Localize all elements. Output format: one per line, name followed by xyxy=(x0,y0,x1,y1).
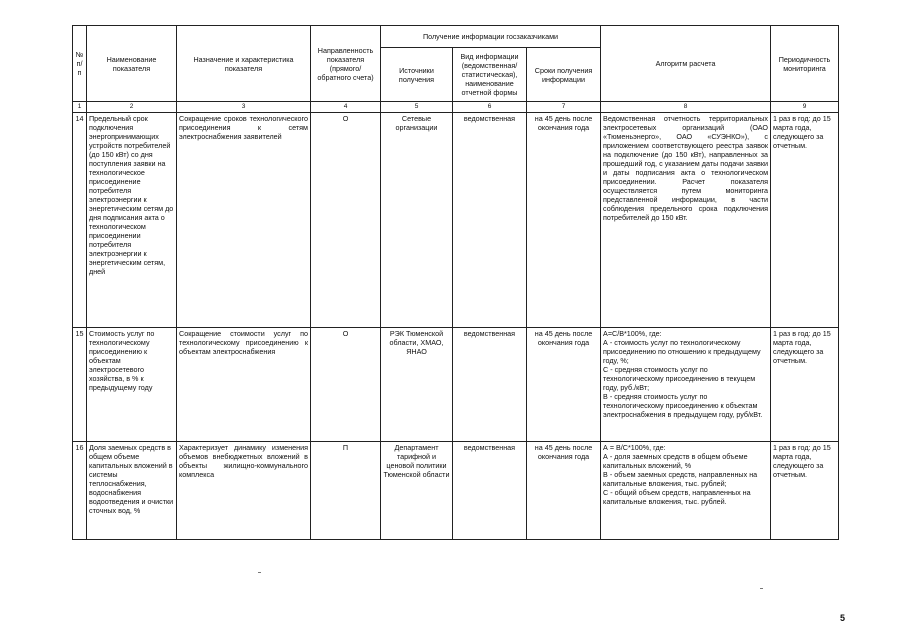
indicator-purpose: Характеризует динамику изменения объемов внебюджетных вложений в объекты жилищно-коммунального комплекса xyxy=(177,442,311,540)
info-source: РЭК Тюменской области, ХМАО, ЯНАО xyxy=(381,328,453,442)
header-info-type: Вид информации (ведомственная/статистическая), наименование отчетной формы xyxy=(453,48,527,102)
info-source: Сетевые организации xyxy=(381,113,453,328)
calc-algorithm xyxy=(601,328,771,442)
column-number: 7 xyxy=(527,102,601,113)
column-number: 5 xyxy=(381,102,453,113)
indicator-name: Стоимость услуг по технологическому присоединению к объектам электросетевого хозяйства, в % к предыдущему году xyxy=(87,328,177,442)
header-deadlines: Сроки получения информации xyxy=(527,48,601,102)
algorithm-line: В - объем заемных средств, направленных на капитальные вложения, тыс. рублей; xyxy=(603,470,758,489)
indicator-purpose: Сокращение сроков технологического присоединения к сетям электроснабжения заявителей xyxy=(177,113,311,328)
column-number-row xyxy=(73,102,839,113)
algorithm-line: С - средняя стоимость услуг по технологическому присоединению в текущем году, руб./кВт; xyxy=(603,365,756,393)
header-name: Наименование показателя xyxy=(87,26,177,102)
header-purpose: Назначение и характеристика показателя xyxy=(177,26,311,102)
algorithm-line: А = В/С*100%, где: xyxy=(603,443,666,453)
algorithm-line: А=С/В*100%, где: xyxy=(603,329,662,339)
indicator-name: Предельный срок подключения энергопринимающих устройств потребителей (до 150 кВт) со дня поступления заявки на технологическое присоединение потребителя электроэнергии к энергетическим сетям до дня подписания акта о технологическом присоединении потребителя электроэнергии к энергетическим сетям, дней xyxy=(87,113,177,328)
column-number: 8 xyxy=(601,102,771,113)
column-number: 1 xyxy=(73,102,87,113)
scan-speck xyxy=(760,588,763,589)
scan-speck xyxy=(258,572,261,573)
info-deadline: на 45 день после окончания года xyxy=(527,328,601,442)
indicator-name: Доля заемных средств в общем объеме капитальных вложений в системы теплоснабжения, водоснабжения водоотведения и очистки сточных вод, % xyxy=(87,442,177,540)
indicator-direction: О xyxy=(311,328,381,442)
info-type: ведомственная xyxy=(453,113,527,328)
algorithm-line: А - доля заемных средств в общем объеме капитальных вложений, % xyxy=(603,452,748,471)
column-number: 2 xyxy=(87,102,177,113)
table-row xyxy=(73,113,839,328)
calc-algorithm: Ведомственная отчетность территориальных электросетевых организаций (ОАО «Тюменьэнерго», ОАО «СУЭНКО»), с приложением соответствующего реестра заявок на подключение (до 150 кВт), направленных за прошедший год, с указанием даты подачи заявки и даты подписания акта о технологическом присоединении. Расчет показателя осуществляется путем мониторинга представленной информации, в части соблюдения предельного срока подключения потребителей до 150 кВт. xyxy=(601,113,771,328)
info-deadline: на 45 день после окончания года xyxy=(527,113,601,328)
monitoring-frequency: 1 раз в год: до 15 марта года, следующего за отчетным. xyxy=(771,328,839,442)
algorithm-line: А - стоимость услуг по технологическому присоединению по отношению к предыдущему году, %; xyxy=(603,338,761,366)
header-direction: Направленность показателя (прямого/обратного счета) xyxy=(311,26,381,102)
column-number: 4 xyxy=(311,102,381,113)
column-number: 6 xyxy=(453,102,527,113)
indicator-table xyxy=(72,25,839,540)
page-number: 5 xyxy=(840,613,846,623)
calc-algorithm xyxy=(601,442,771,540)
header-frequency: Периодичность мониторинга xyxy=(771,26,839,102)
monitoring-frequency: 1 раз в год: до 15 марта года, следующего за отчетным. xyxy=(771,442,839,540)
info-type: ведомственная xyxy=(453,328,527,442)
indicator-direction: П xyxy=(311,442,381,540)
info-deadline: на 45 день после окончания года xyxy=(527,442,601,540)
indicator-direction: О xyxy=(311,113,381,328)
header-sources: Источники получения xyxy=(381,48,453,102)
table-row xyxy=(73,328,839,442)
algorithm-line: В - средняя стоимость услуг по технологическому присоединению к объектам электроснабжения в предыдущем году, руб/кВт. xyxy=(603,392,763,420)
column-number: 3 xyxy=(177,102,311,113)
algorithm-line: С - общий объем средств, направленных на капитальные вложения, тыс. рублей. xyxy=(603,488,751,507)
column-number: 9 xyxy=(771,102,839,113)
row-num: 15 xyxy=(73,328,87,442)
header-num: № п/п xyxy=(73,26,87,102)
row-num: 16 xyxy=(73,442,87,540)
header-info-group: Получение информации госзаказчиками xyxy=(381,26,601,48)
row-num: 14 xyxy=(73,113,87,328)
indicator-purpose: Сокращение стоимости услуг по технологическому присоединению к объектам электроснабжения xyxy=(177,328,311,442)
table-row xyxy=(73,442,839,540)
info-type: ведомственная xyxy=(453,442,527,540)
header-algorithm: Алгоритм расчета xyxy=(601,26,771,102)
info-source: Департамент тарифной и ценовой политики Тюменской области xyxy=(381,442,453,540)
monitoring-frequency: 1 раз в год: до 15 марта года, следующего за отчетным. xyxy=(771,113,839,328)
